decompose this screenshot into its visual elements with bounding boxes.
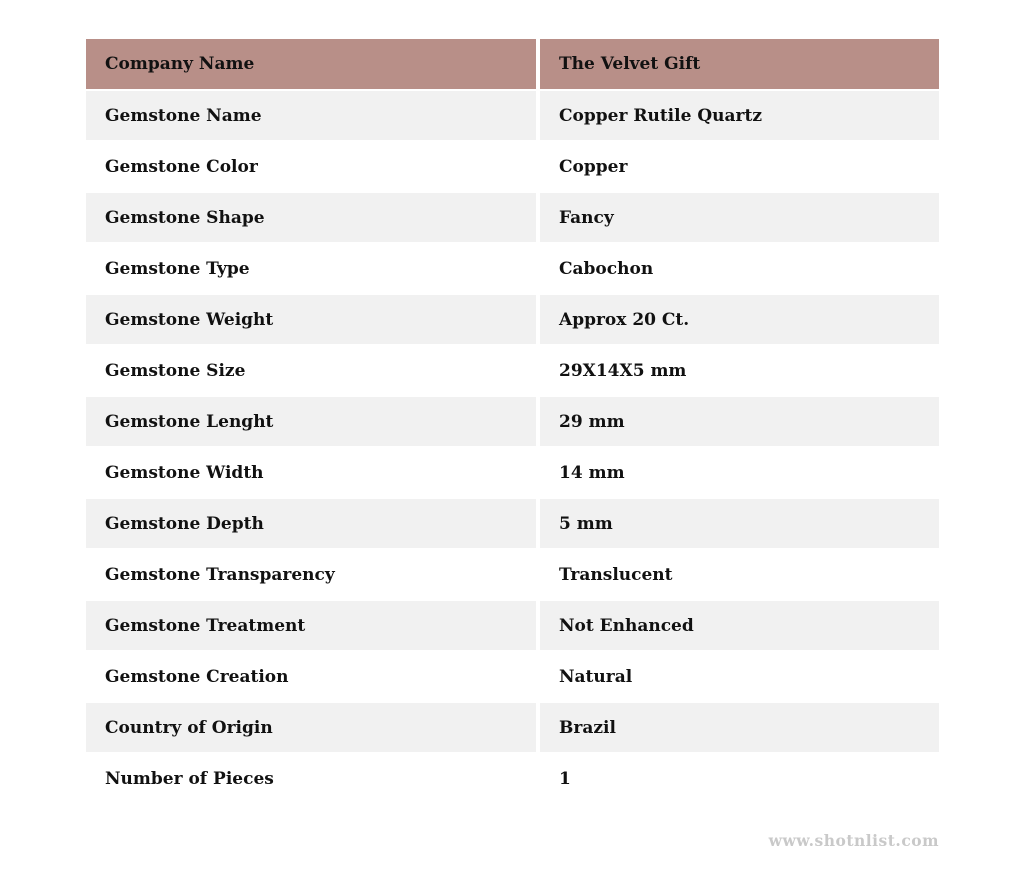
row-value: Natural bbox=[540, 652, 939, 701]
row-label: Gemstone Color bbox=[86, 142, 536, 191]
row-label: Gemstone Depth bbox=[86, 499, 536, 548]
row-value: 29X14X5 mm bbox=[540, 346, 939, 395]
row-label: Gemstone Creation bbox=[86, 652, 536, 701]
table-row bbox=[86, 448, 939, 497]
row-value: Copper bbox=[540, 142, 939, 191]
row-value: Fancy bbox=[540, 193, 939, 242]
table-row bbox=[86, 91, 939, 140]
table-row bbox=[86, 397, 939, 446]
row-value: Copper Rutile Quartz bbox=[540, 91, 939, 140]
header-label-cell: Company Name bbox=[86, 39, 536, 89]
table-row bbox=[86, 601, 939, 650]
gemstone-spec-table bbox=[86, 39, 939, 805]
table-row bbox=[86, 550, 939, 599]
row-label: Gemstone Name bbox=[86, 91, 536, 140]
row-label: Gemstone Shape bbox=[86, 193, 536, 242]
row-label: Gemstone Weight bbox=[86, 295, 536, 344]
row-label: Gemstone Size bbox=[86, 346, 536, 395]
row-value: Cabochon bbox=[540, 244, 939, 293]
row-label: Gemstone Treatment bbox=[86, 601, 536, 650]
row-value: Not Enhanced bbox=[540, 601, 939, 650]
row-label: Gemstone Transparency bbox=[86, 550, 536, 599]
row-value: Translucent bbox=[540, 550, 939, 599]
row-label: Number of Pieces bbox=[86, 754, 536, 803]
watermark-text: www.shotnlist.com bbox=[768, 831, 939, 850]
table-header-row bbox=[86, 39, 939, 89]
table-row bbox=[86, 244, 939, 293]
table-row bbox=[86, 652, 939, 701]
row-label: Gemstone Width bbox=[86, 448, 536, 497]
row-value: 5 mm bbox=[540, 499, 939, 548]
row-label: Country of Origin bbox=[86, 703, 536, 752]
table-row bbox=[86, 142, 939, 191]
row-value: 29 mm bbox=[540, 397, 939, 446]
table-body bbox=[86, 91, 939, 803]
row-label: Gemstone Lenght bbox=[86, 397, 536, 446]
table-row bbox=[86, 499, 939, 548]
table-row bbox=[86, 754, 939, 803]
row-value: Brazil bbox=[540, 703, 939, 752]
row-value: 1 bbox=[540, 754, 939, 803]
table-row bbox=[86, 346, 939, 395]
row-label: Gemstone Type bbox=[86, 244, 536, 293]
row-value: Approx 20 Ct. bbox=[540, 295, 939, 344]
header-value-cell: The Velvet Gift bbox=[540, 39, 939, 89]
row-value: 14 mm bbox=[540, 448, 939, 497]
table-row bbox=[86, 295, 939, 344]
table-row bbox=[86, 703, 939, 752]
table-row bbox=[86, 193, 939, 242]
